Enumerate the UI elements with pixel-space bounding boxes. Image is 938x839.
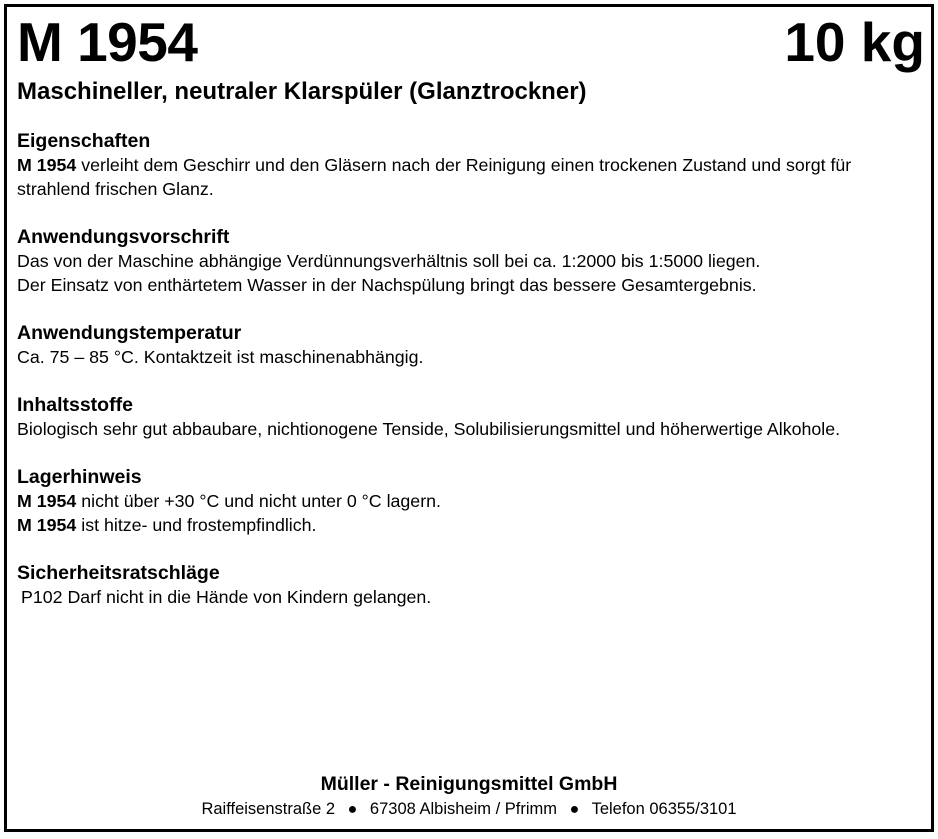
section-text: ist hitze- und frostempfindlich. xyxy=(76,515,317,535)
bullet-separator: ● xyxy=(569,801,580,818)
section-lagerhinweis xyxy=(17,465,929,537)
label-frame xyxy=(4,4,934,832)
product-code-inline: M 1954 xyxy=(17,155,77,175)
section-inhaltsstoffe xyxy=(17,393,929,441)
product-weight: 10 kg xyxy=(784,11,925,73)
section-title: Lagerhinweis xyxy=(17,466,142,488)
label-content xyxy=(17,129,929,633)
section-text: nicht über +30 °C und nicht unter 0 °C lagern. xyxy=(76,491,441,511)
section-sicherheitsratschlaege xyxy=(17,561,929,609)
section-body xyxy=(17,249,929,297)
section-body xyxy=(17,345,929,369)
product-code: M 1954 xyxy=(17,11,198,73)
section-anwendungsvorschrift xyxy=(17,225,929,297)
section-body xyxy=(17,153,929,201)
section-text: verleiht dem Geschirr und den Gläsern nach der Reinigung einen trockenen Zustand und sorgt für strahlend frischen Glanz. xyxy=(17,155,852,199)
label-header xyxy=(17,7,925,77)
product-code-inline: M 1954 xyxy=(17,491,77,511)
section-title: Sicherheitsratschläge xyxy=(17,562,220,584)
section-body xyxy=(17,417,929,441)
company-name: Müller - Reinigungsmittel GmbH xyxy=(320,773,618,795)
section-line xyxy=(17,489,929,513)
section-body xyxy=(17,585,929,609)
product-code-inline: M 1954 xyxy=(17,515,77,535)
section-anwendungstemperatur xyxy=(17,321,929,369)
section-line: Das von der Maschine abhängige Verdünnungsverhältnis soll bei ca. 1:2000 bis 1:5000 liegen. xyxy=(17,251,761,271)
section-line: Der Einsatz von enthärtetem Wasser in der Nachspülung bringt das bessere Gesamtergebnis. xyxy=(17,275,757,295)
section-line xyxy=(17,153,929,201)
section-title: Inhaltsstoffe xyxy=(17,394,133,416)
section-line: Ca. 75 – 85 °C. Kontaktzeit ist maschinenabhängig. xyxy=(17,347,424,367)
address-city: 67308 Albisheim / Pfrimm xyxy=(369,800,557,818)
section-title: Eigenschaften xyxy=(17,130,151,152)
section-eigenschaften xyxy=(17,129,929,201)
bullet-separator: ● xyxy=(347,801,358,818)
section-line xyxy=(17,513,929,537)
section-title: Anwendungsvorschrift xyxy=(17,226,230,248)
section-line: Biologisch sehr gut abbaubare, nichtionogene Tenside, Solubilisierungsmittel und höherwertige Alkohole. xyxy=(17,419,841,439)
address-phone: Telefon 06355/3101 xyxy=(591,800,737,818)
address-street: Raiffeisenstraße 2 xyxy=(201,800,336,818)
company-address xyxy=(7,797,931,822)
label-footer xyxy=(7,771,931,822)
product-subtitle: Maschineller, neutraler Klarspüler (Glanztrockner) xyxy=(17,78,587,105)
section-body xyxy=(17,489,929,537)
section-title: Anwendungstemperatur xyxy=(17,322,242,344)
section-line: P102 Darf nicht in die Hände von Kindern gelangen. xyxy=(21,587,432,607)
